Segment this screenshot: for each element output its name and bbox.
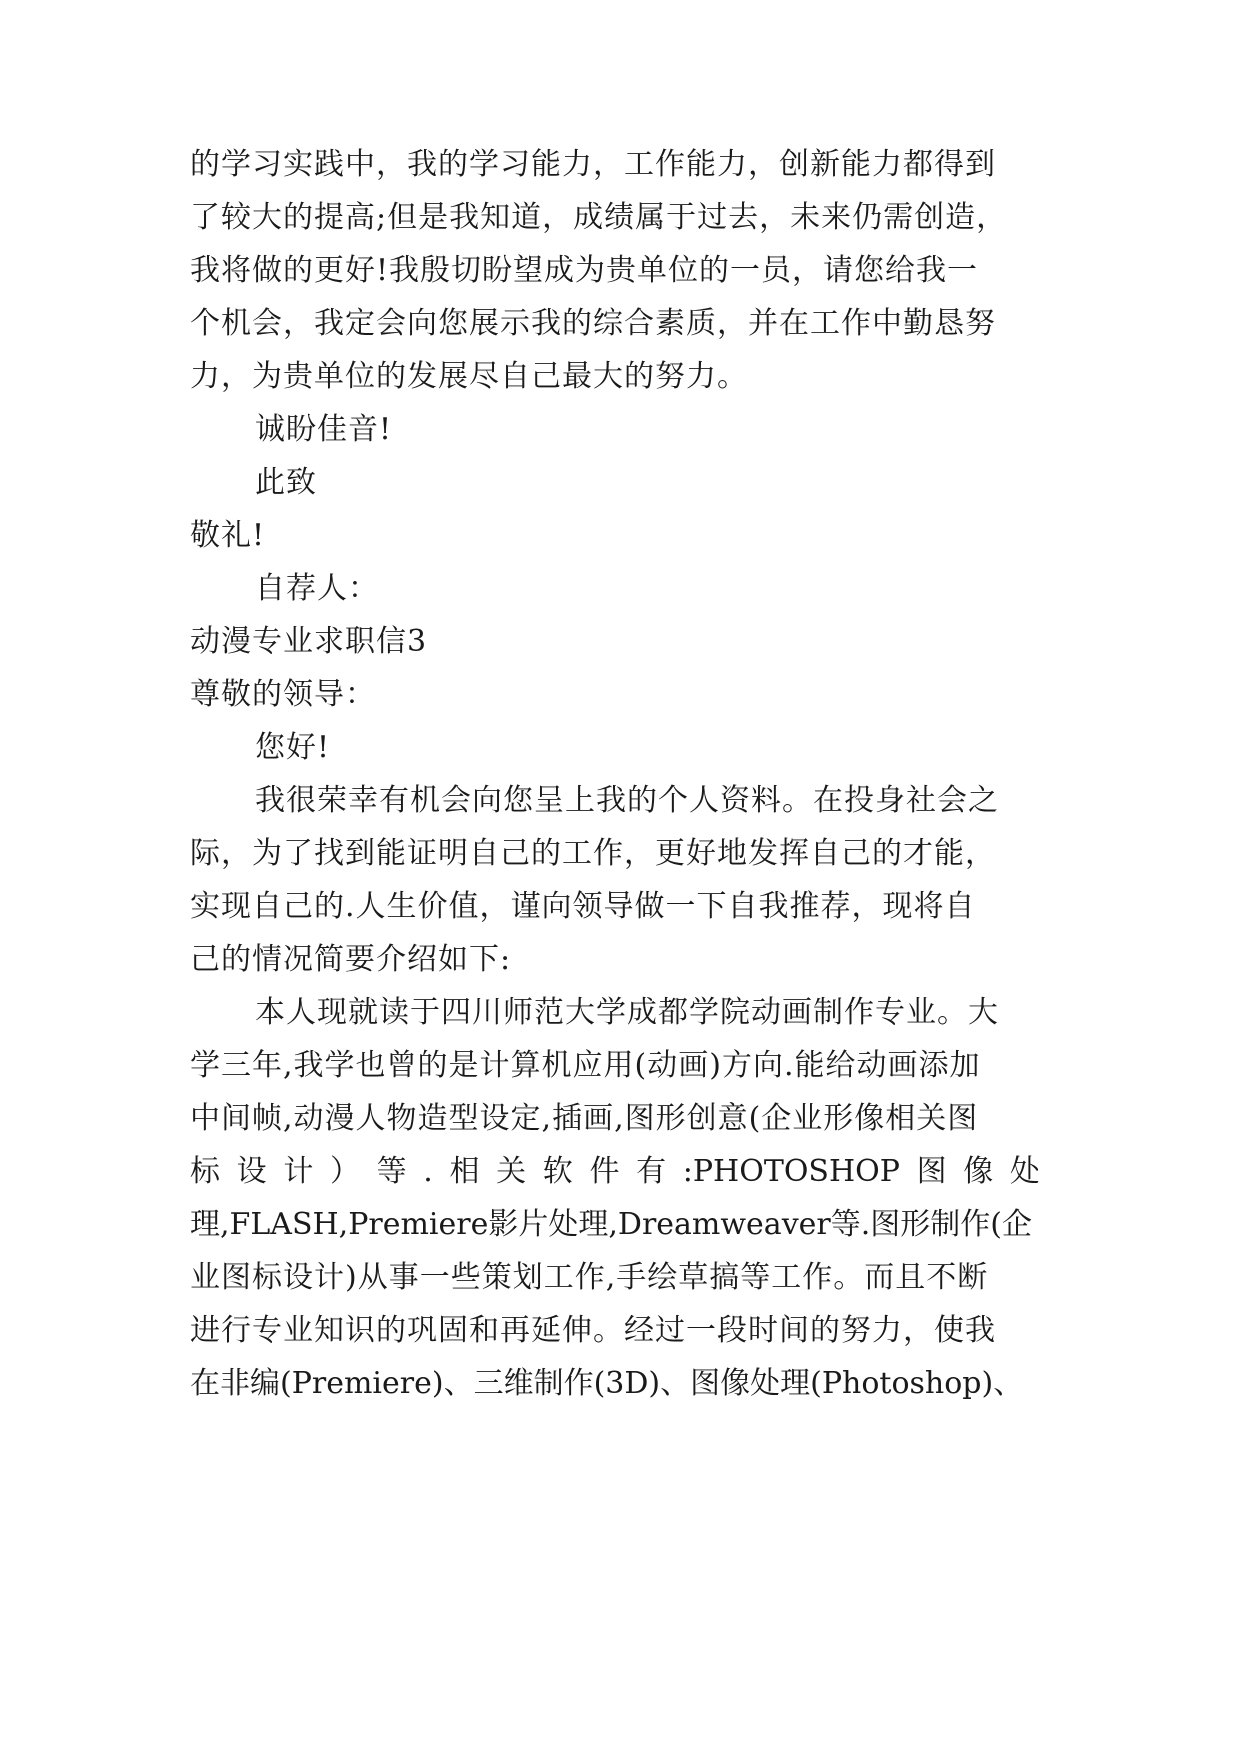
spread-word: 图 — [916, 1154, 947, 1189]
spread-word: 处 — [1009, 1154, 1040, 1189]
spread-word: ） — [329, 1154, 360, 1189]
paragraph-line: 的学习实践中，我的学习能力，工作能力，创新能力都得到 — [190, 147, 996, 182]
paragraph-line: 理,FLASH,Premiere影片处理,Dreamweaver等.图形制作(企 — [190, 1207, 1032, 1242]
paragraph-line: 力，为贵单位的发展尽自己最大的努力。 — [190, 359, 748, 394]
paragraph-line: 己的情况简要介绍如下: — [190, 942, 512, 977]
regards: 敬礼! — [190, 518, 266, 553]
paragraph-line: 我将做的更好!我殷切盼望成为贵单位的一员，请您给我一 — [190, 253, 979, 288]
spread-word: 等 — [376, 1154, 407, 1189]
spread-word: 有 — [636, 1154, 667, 1189]
spread-word: 关 — [496, 1154, 527, 1189]
spread-word: 标 — [190, 1154, 220, 1189]
paragraph-line: 实现自己的.人生价值，谨向领导做一下自我推荐，现将自 — [190, 889, 976, 924]
paragraph-line: 本人现就读于四川师范大学成都学院动画制作专业。大 — [255, 995, 999, 1030]
paragraph-line: 我很荣幸有机会向您呈上我的个人资料。在投身社会之 — [255, 783, 999, 818]
paragraph-line: 学三年,我学也曾的是计算机应用(动画)方向.能给动画添加 — [190, 1048, 981, 1083]
paragraph-line: 际，为了找到能证明自己的工作，更好地发挥自己的才能， — [190, 836, 996, 871]
spread-word: . — [423, 1154, 433, 1189]
greeting: 您好! — [255, 730, 331, 765]
salutation-closing: 此致 — [255, 465, 317, 500]
spread-word: 相 — [449, 1154, 480, 1189]
section-title: 动漫专业求职信3 — [190, 624, 428, 659]
spread-word: :PHOTOSHOP — [682, 1154, 900, 1189]
spread-word: 计 — [283, 1154, 314, 1189]
signature-label: 自荐人： — [255, 571, 379, 606]
paragraph-line: 了较大的提高;但是我知道，成绩属于过去，未来仍需创造， — [190, 200, 1008, 235]
justified-line — [190, 1152, 1040, 1192]
greeting-recipient: 尊敬的领导： — [190, 677, 376, 712]
paragraph-line: 在非编(Premiere)、三维制作(3D)、图像处理(Photoshop)、 — [190, 1366, 1024, 1401]
paragraph-line: 个机会，我定会向您展示我的综合素质，并在工作中勤恳努 — [190, 306, 996, 341]
spread-word: 设 — [236, 1154, 267, 1189]
spread-word: 件 — [589, 1154, 620, 1189]
spread-word: 软 — [542, 1154, 573, 1189]
spread-word: 像 — [963, 1154, 994, 1189]
paragraph-line: 进行专业知识的巩固和再延伸。经过一段时间的努力，使我 — [190, 1313, 996, 1348]
paragraph-line: 业图标设计)从事一些策划工作,手绘草搞等工作。而且不断 — [190, 1260, 989, 1295]
closing-phrase: 诚盼佳音! — [255, 412, 393, 447]
paragraph-line: 中间帧,动漫人物造型设定,插画,图形创意(企业形像相关图 — [190, 1101, 979, 1136]
